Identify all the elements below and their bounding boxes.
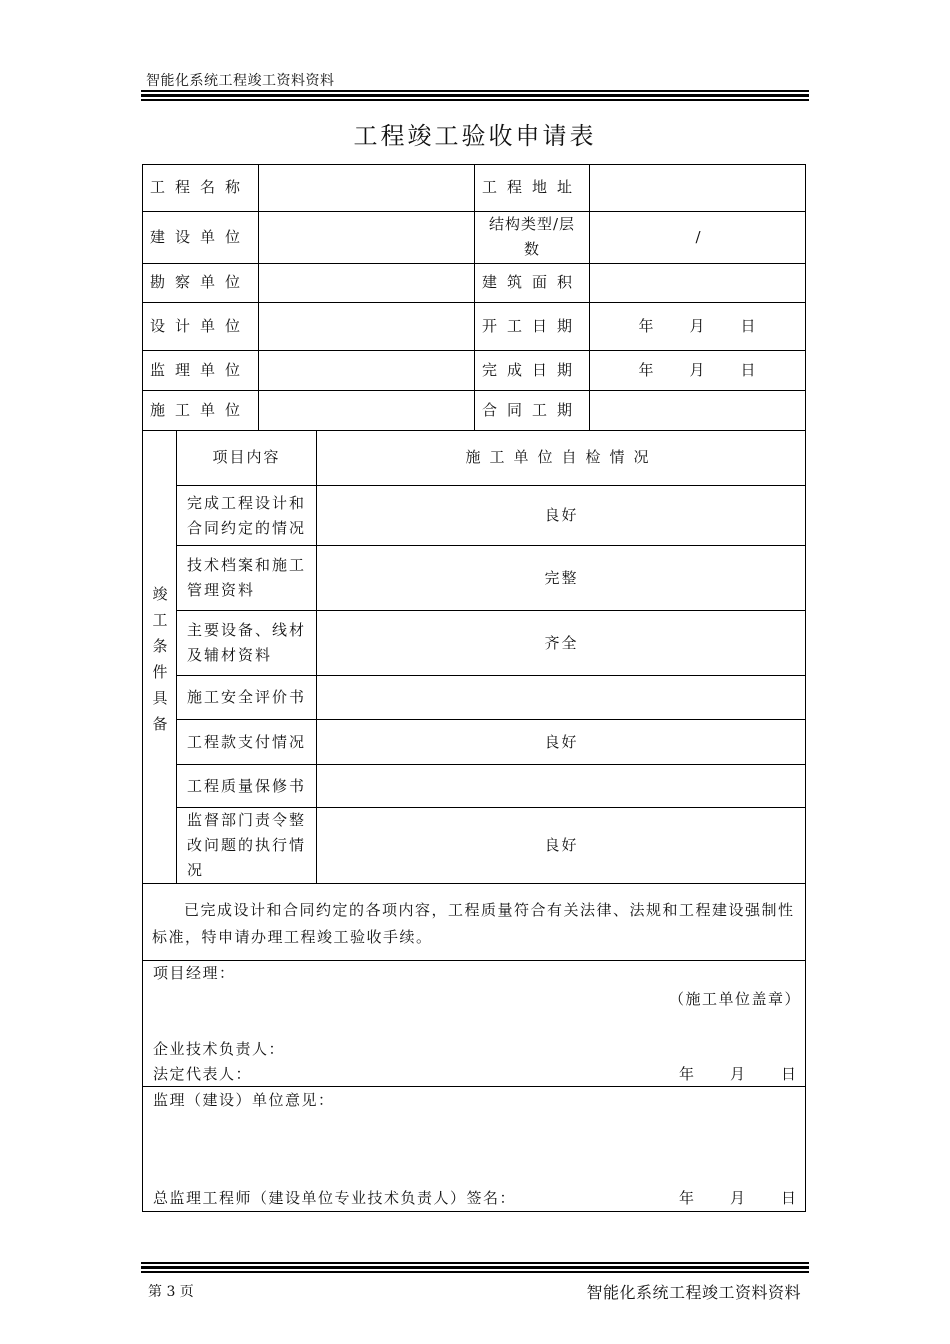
header-rule-mid [141, 94, 809, 97]
footer-rule-top [141, 1262, 809, 1264]
form-title: 工程竣工验收申请表 [353, 122, 597, 150]
condition-item: 主要设备、线材及辅材资料 [187, 621, 307, 664]
value-contract-period[interactable] [590, 390, 806, 430]
value-supervision-unit[interactable] [259, 350, 474, 390]
footer-doc-title: 智能化系统工程竣工资料资料 [586, 1283, 801, 1302]
value-project-address[interactable] [590, 164, 806, 211]
conditions-side-label: 竣工条件具备 [152, 585, 168, 733]
label-construction-unit: 建设单位 [149, 227, 250, 246]
section-divider [142, 1086, 806, 1087]
value-construction-unit[interactable] [259, 211, 474, 263]
value-contractor-unit[interactable] [259, 390, 474, 430]
value-design-unit[interactable] [259, 302, 474, 350]
label-supervision-unit: 监理单位 [149, 360, 250, 379]
condition-result[interactable]: 完整 [544, 568, 579, 587]
value-start-date[interactable]: 年 月 日 [638, 316, 758, 335]
contractor-seal-label: （施工单位盖章） [668, 990, 801, 1008]
page-number: 第 3 页 [148, 1284, 194, 1300]
condition-result[interactable] [317, 676, 806, 719]
condition-item: 完成工程设计和合同约定的情况 [187, 493, 307, 537]
label-structure-type-floors: 结构类型/层数 [488, 215, 576, 258]
col-divider [176, 430, 177, 883]
section-divider [142, 883, 806, 884]
condition-result[interactable]: 齐全 [544, 633, 579, 652]
header-rule-top [141, 90, 809, 92]
label-design-unit: 设计单位 [149, 316, 250, 335]
condition-item: 工程款支付情况 [187, 732, 307, 751]
label-project-address: 工程地址 [481, 178, 582, 196]
header-doc-title: 智能化系统工程竣工资料资料 [146, 73, 335, 89]
label-completion-date: 完成日期 [481, 360, 582, 379]
condition-result[interactable]: 良好 [544, 506, 579, 524]
column-header-item: 项目内容 [212, 448, 281, 466]
label-survey-unit: 勘察单位 [149, 273, 250, 291]
supervision-opinion-label: 监理（建设）单位意见： [153, 1091, 335, 1109]
value-structure-type-floors[interactable]: / [695, 227, 701, 246]
header-rule-bottom [141, 99, 809, 101]
value-project-name[interactable] [259, 164, 474, 211]
legal-rep-label: 法定代表人： [153, 1065, 253, 1083]
supervision-sign-date[interactable]: 年 月 日 [678, 1189, 798, 1207]
section-divider [142, 960, 806, 961]
project-manager-label: 项目经理： [153, 964, 236, 982]
condition-item: 监督部门责令整改问题的执行情况 [187, 811, 307, 879]
sign-date[interactable]: 年 月 日 [678, 1065, 798, 1083]
condition-item: 工程质量保修书 [187, 776, 307, 795]
footer-rule-bottom [141, 1271, 809, 1273]
value-survey-unit[interactable] [259, 263, 474, 302]
label-project-name: 工程名称 [149, 178, 250, 196]
condition-result[interactable]: 良好 [544, 836, 579, 854]
label-start-date: 开工日期 [481, 316, 582, 335]
value-building-area[interactable] [590, 263, 806, 302]
label-contractor-unit: 施工单位 [149, 400, 250, 419]
label-building-area: 建筑面积 [481, 273, 582, 291]
footer-rule-mid [141, 1266, 809, 1269]
column-header-self-check: 施工单位自检情况 [465, 448, 658, 466]
application-statement: 已完成设计和合同约定的各项内容，工程质量符合有关法律、法规和工程建设强制性标准，特申请办理工程竣工验收手续。 [152, 901, 795, 946]
condition-result[interactable] [317, 765, 806, 807]
tech-lead-label: 企业技术负责人： [153, 1040, 286, 1058]
value-completion-date[interactable]: 年 月 日 [638, 360, 758, 379]
condition-item: 施工安全评价书 [187, 688, 307, 706]
chief-engineer-signature-label: 总监理工程师（建设单位专业技术负责人）签名： [153, 1189, 517, 1207]
condition-result[interactable]: 良好 [544, 732, 579, 751]
label-contract-period: 合同工期 [481, 400, 582, 419]
condition-item: 技术档案和施工管理资料 [187, 556, 307, 599]
